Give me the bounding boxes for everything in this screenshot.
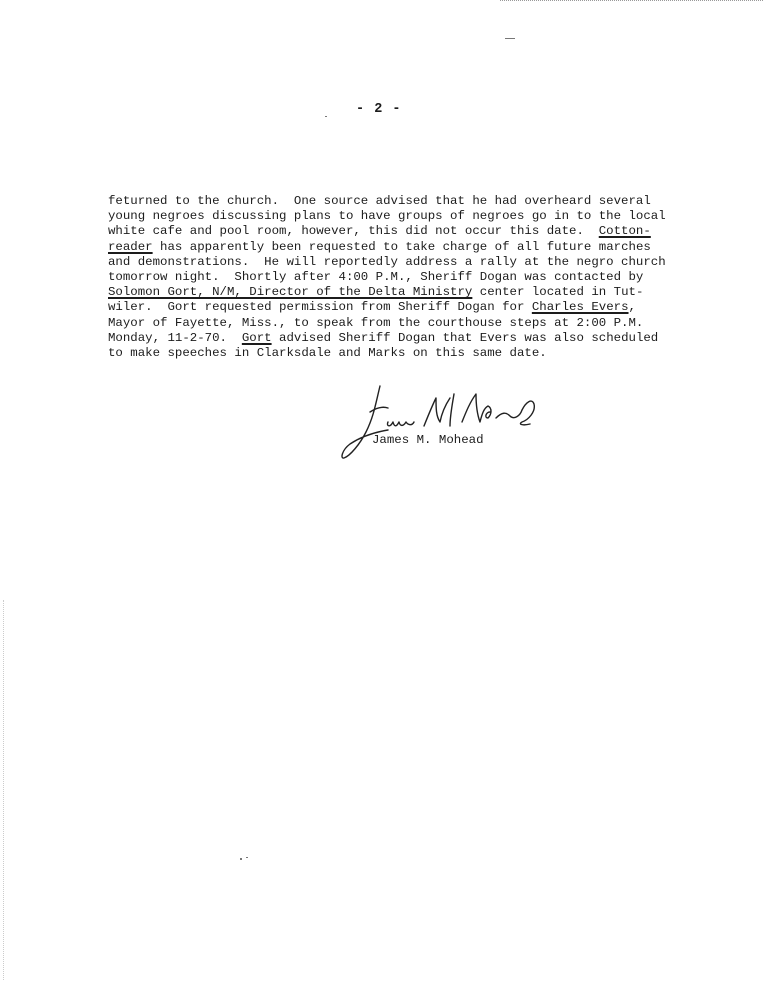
body-text-segment: white cafe and pool room, however, this did not occur this date.	[108, 224, 599, 239]
handwritten-signature	[336, 382, 556, 462]
body-line	[108, 240, 678, 255]
body-text-segment: center located in Tut-	[472, 285, 644, 300]
memo-body	[108, 194, 678, 361]
scan-speck	[325, 116, 327, 117]
body-text-segment: Monday, 11-2-70.	[108, 330, 242, 345]
body-text-segment: ,	[628, 300, 636, 315]
underlined-name: Charles Evers	[531, 300, 629, 315]
body-line	[108, 285, 678, 300]
underlined-name: Gort	[241, 330, 272, 345]
scan-speck	[246, 857, 248, 858]
body-line	[108, 300, 678, 315]
signatory-name: James M. Mohead	[372, 433, 484, 447]
body-text-segment: has apparently been requested to take charge of all future marches	[152, 239, 651, 254]
body-line	[108, 316, 678, 331]
underlined-name: Cotton-	[598, 224, 651, 239]
body-text-segment: wiler. Gort requested permission from Sheriff Dogan for	[108, 300, 532, 315]
body-line	[108, 255, 678, 270]
body-text-segment: feturned to the church. One source advised that he had overheard several	[108, 194, 651, 208]
body-line	[108, 270, 678, 285]
body-line	[108, 346, 678, 361]
body-line	[108, 194, 678, 209]
body-text-segment: to make speeches in Clarksdale and Marks on this same date.	[108, 346, 547, 361]
body-line	[108, 331, 678, 346]
scan-speck	[505, 38, 515, 39]
underlined-name: Solomon Gort, N/M, Director of the Delta Ministry	[108, 285, 473, 300]
scan-speck	[240, 858, 242, 860]
body-text-segment: advised Sheriff Dogan that Evers was also scheduled	[271, 330, 659, 345]
page-number: - 2 -	[356, 102, 402, 117]
body-text-segment: Mayor of Fayette, Miss., to speak from the courthouse steps at 2:00 P.M.	[108, 315, 644, 330]
underlined-name: reader	[108, 239, 153, 254]
body-text-segment: young negroes discussing plans to have groups of negroes go in to the local	[108, 209, 666, 224]
page-edge-artifact	[3, 600, 5, 980]
body-line	[108, 224, 678, 239]
body-text-segment: tomorrow night. Shortly after 4:00 P.M., Sheriff Dogan was contacted by	[108, 270, 644, 285]
page-edge-artifact	[500, 0, 763, 5]
body-line	[108, 209, 678, 224]
body-text-segment: and demonstrations. He will reportedly address a rally at the negro church	[108, 254, 666, 269]
